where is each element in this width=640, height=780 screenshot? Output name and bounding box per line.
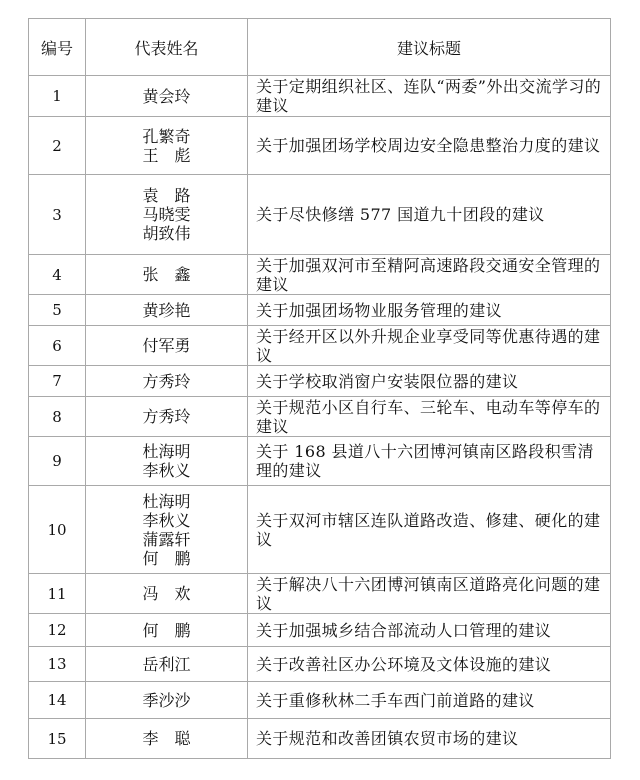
representative-names bbox=[86, 486, 248, 574]
row-number: 12 bbox=[29, 614, 86, 647]
row-number: 11 bbox=[29, 574, 86, 614]
representative-names bbox=[86, 719, 248, 759]
row-number: 5 bbox=[29, 295, 86, 326]
proposal-title: 关于尽快修缮 577 国道九十团段的建议 bbox=[248, 175, 611, 255]
representative-names bbox=[86, 295, 248, 326]
table-row bbox=[29, 719, 611, 759]
proposals-table bbox=[28, 18, 611, 759]
row-number: 8 bbox=[29, 397, 86, 437]
representative-name: 何 鹏 bbox=[142, 548, 191, 568]
proposal-title: 关于规范小区自行车、三轮车、电动车等停车的建议 bbox=[248, 397, 611, 437]
row-number: 3 bbox=[29, 175, 86, 255]
representative-name: 付军勇 bbox=[142, 336, 191, 355]
representative-name: 袁 路 bbox=[142, 186, 191, 205]
representative-names bbox=[86, 326, 248, 366]
proposal-title: 关于经开区以外升规企业享受同等优惠待遇的建议 bbox=[248, 326, 611, 366]
row-number: 9 bbox=[29, 437, 86, 486]
representative-name: 冯 欢 bbox=[142, 584, 191, 603]
table-row bbox=[29, 614, 611, 647]
representative-names bbox=[86, 175, 248, 255]
proposal-title: 关于改善社区办公环境及文体设施的建议 bbox=[248, 647, 611, 682]
proposal-title: 关于重修秋林二手车西门前道路的建议 bbox=[248, 682, 611, 719]
header-title: 建议标题 bbox=[248, 19, 611, 76]
table-row bbox=[29, 486, 611, 574]
representative-names bbox=[86, 397, 248, 437]
proposal-title: 关于解决八十六团博河镇南区道路亮化问题的建议 bbox=[248, 574, 611, 614]
table-body bbox=[29, 76, 611, 759]
proposal-title: 关于加强双河市至精阿高速路段交通安全管理的建议 bbox=[248, 255, 611, 295]
representative-name: 杜海明 bbox=[142, 491, 191, 511]
table-row bbox=[29, 326, 611, 366]
representative-names bbox=[86, 366, 248, 397]
header-names: 代表姓名 bbox=[86, 19, 248, 76]
representative-names bbox=[86, 647, 248, 682]
header-number: 编号 bbox=[29, 19, 86, 76]
representative-names bbox=[86, 682, 248, 719]
representative-names bbox=[86, 117, 248, 175]
proposal-title: 关于加强团场学校周边安全隐患整治力度的建议 bbox=[248, 117, 611, 175]
representative-name: 黄珍艳 bbox=[142, 300, 191, 320]
representative-name: 张 鑫 bbox=[142, 265, 191, 284]
representative-name: 李秋义 bbox=[142, 461, 191, 480]
representative-name: 胡致伟 bbox=[142, 224, 191, 243]
row-number: 1 bbox=[29, 76, 86, 117]
representative-name: 季沙沙 bbox=[142, 690, 191, 710]
representative-name: 方秀玲 bbox=[142, 407, 191, 426]
table-row bbox=[29, 647, 611, 682]
row-number: 13 bbox=[29, 647, 86, 682]
table-row bbox=[29, 117, 611, 175]
representative-name: 马晓雯 bbox=[142, 205, 191, 224]
row-number: 15 bbox=[29, 719, 86, 759]
proposal-title: 关于定期组织社区、连队“两委”外出交流学习的建议 bbox=[248, 76, 611, 117]
proposal-title: 关于双河市辖区连队道路改造、修建、硬化的建议 bbox=[248, 486, 611, 574]
representative-name: 杜海明 bbox=[142, 442, 191, 461]
representative-name: 蒲露轩 bbox=[142, 529, 191, 549]
table-row bbox=[29, 574, 611, 614]
representative-name: 李秋义 bbox=[142, 510, 191, 530]
row-number: 14 bbox=[29, 682, 86, 719]
proposal-title: 关于学校取消窗户安装限位器的建议 bbox=[248, 366, 611, 397]
table-row bbox=[29, 255, 611, 295]
header-row bbox=[29, 19, 611, 76]
representative-names bbox=[86, 76, 248, 117]
row-number: 2 bbox=[29, 117, 86, 175]
representative-name: 李 聪 bbox=[142, 729, 191, 748]
representative-names bbox=[86, 574, 248, 614]
representative-names bbox=[86, 614, 248, 647]
row-number: 10 bbox=[29, 486, 86, 574]
representative-name: 何 鹏 bbox=[142, 620, 191, 640]
proposal-title: 关于加强城乡结合部流动人口管理的建议 bbox=[248, 614, 611, 647]
representative-name: 黄会玲 bbox=[142, 86, 191, 106]
proposal-title: 关于加强团场物业服务管理的建议 bbox=[248, 295, 611, 326]
table-row bbox=[29, 366, 611, 397]
row-number: 7 bbox=[29, 366, 86, 397]
row-number: 4 bbox=[29, 255, 86, 295]
representative-name: 王 彪 bbox=[142, 145, 191, 165]
table-row bbox=[29, 397, 611, 437]
table-row bbox=[29, 682, 611, 719]
row-number: 6 bbox=[29, 326, 86, 366]
representative-name: 岳利江 bbox=[142, 654, 191, 674]
proposal-title: 关于规范和改善团镇农贸市场的建议 bbox=[248, 719, 611, 759]
table-row bbox=[29, 437, 611, 486]
table-row bbox=[29, 175, 611, 255]
representative-name: 方秀玲 bbox=[142, 371, 191, 391]
table-row bbox=[29, 295, 611, 326]
representative-name: 孔繁奇 bbox=[142, 126, 191, 146]
representative-names bbox=[86, 437, 248, 486]
table-row bbox=[29, 76, 611, 117]
representative-names bbox=[86, 255, 248, 295]
proposal-title: 关于 168 县道八十六团博河镇南区路段积雪清理的建议 bbox=[248, 437, 611, 486]
